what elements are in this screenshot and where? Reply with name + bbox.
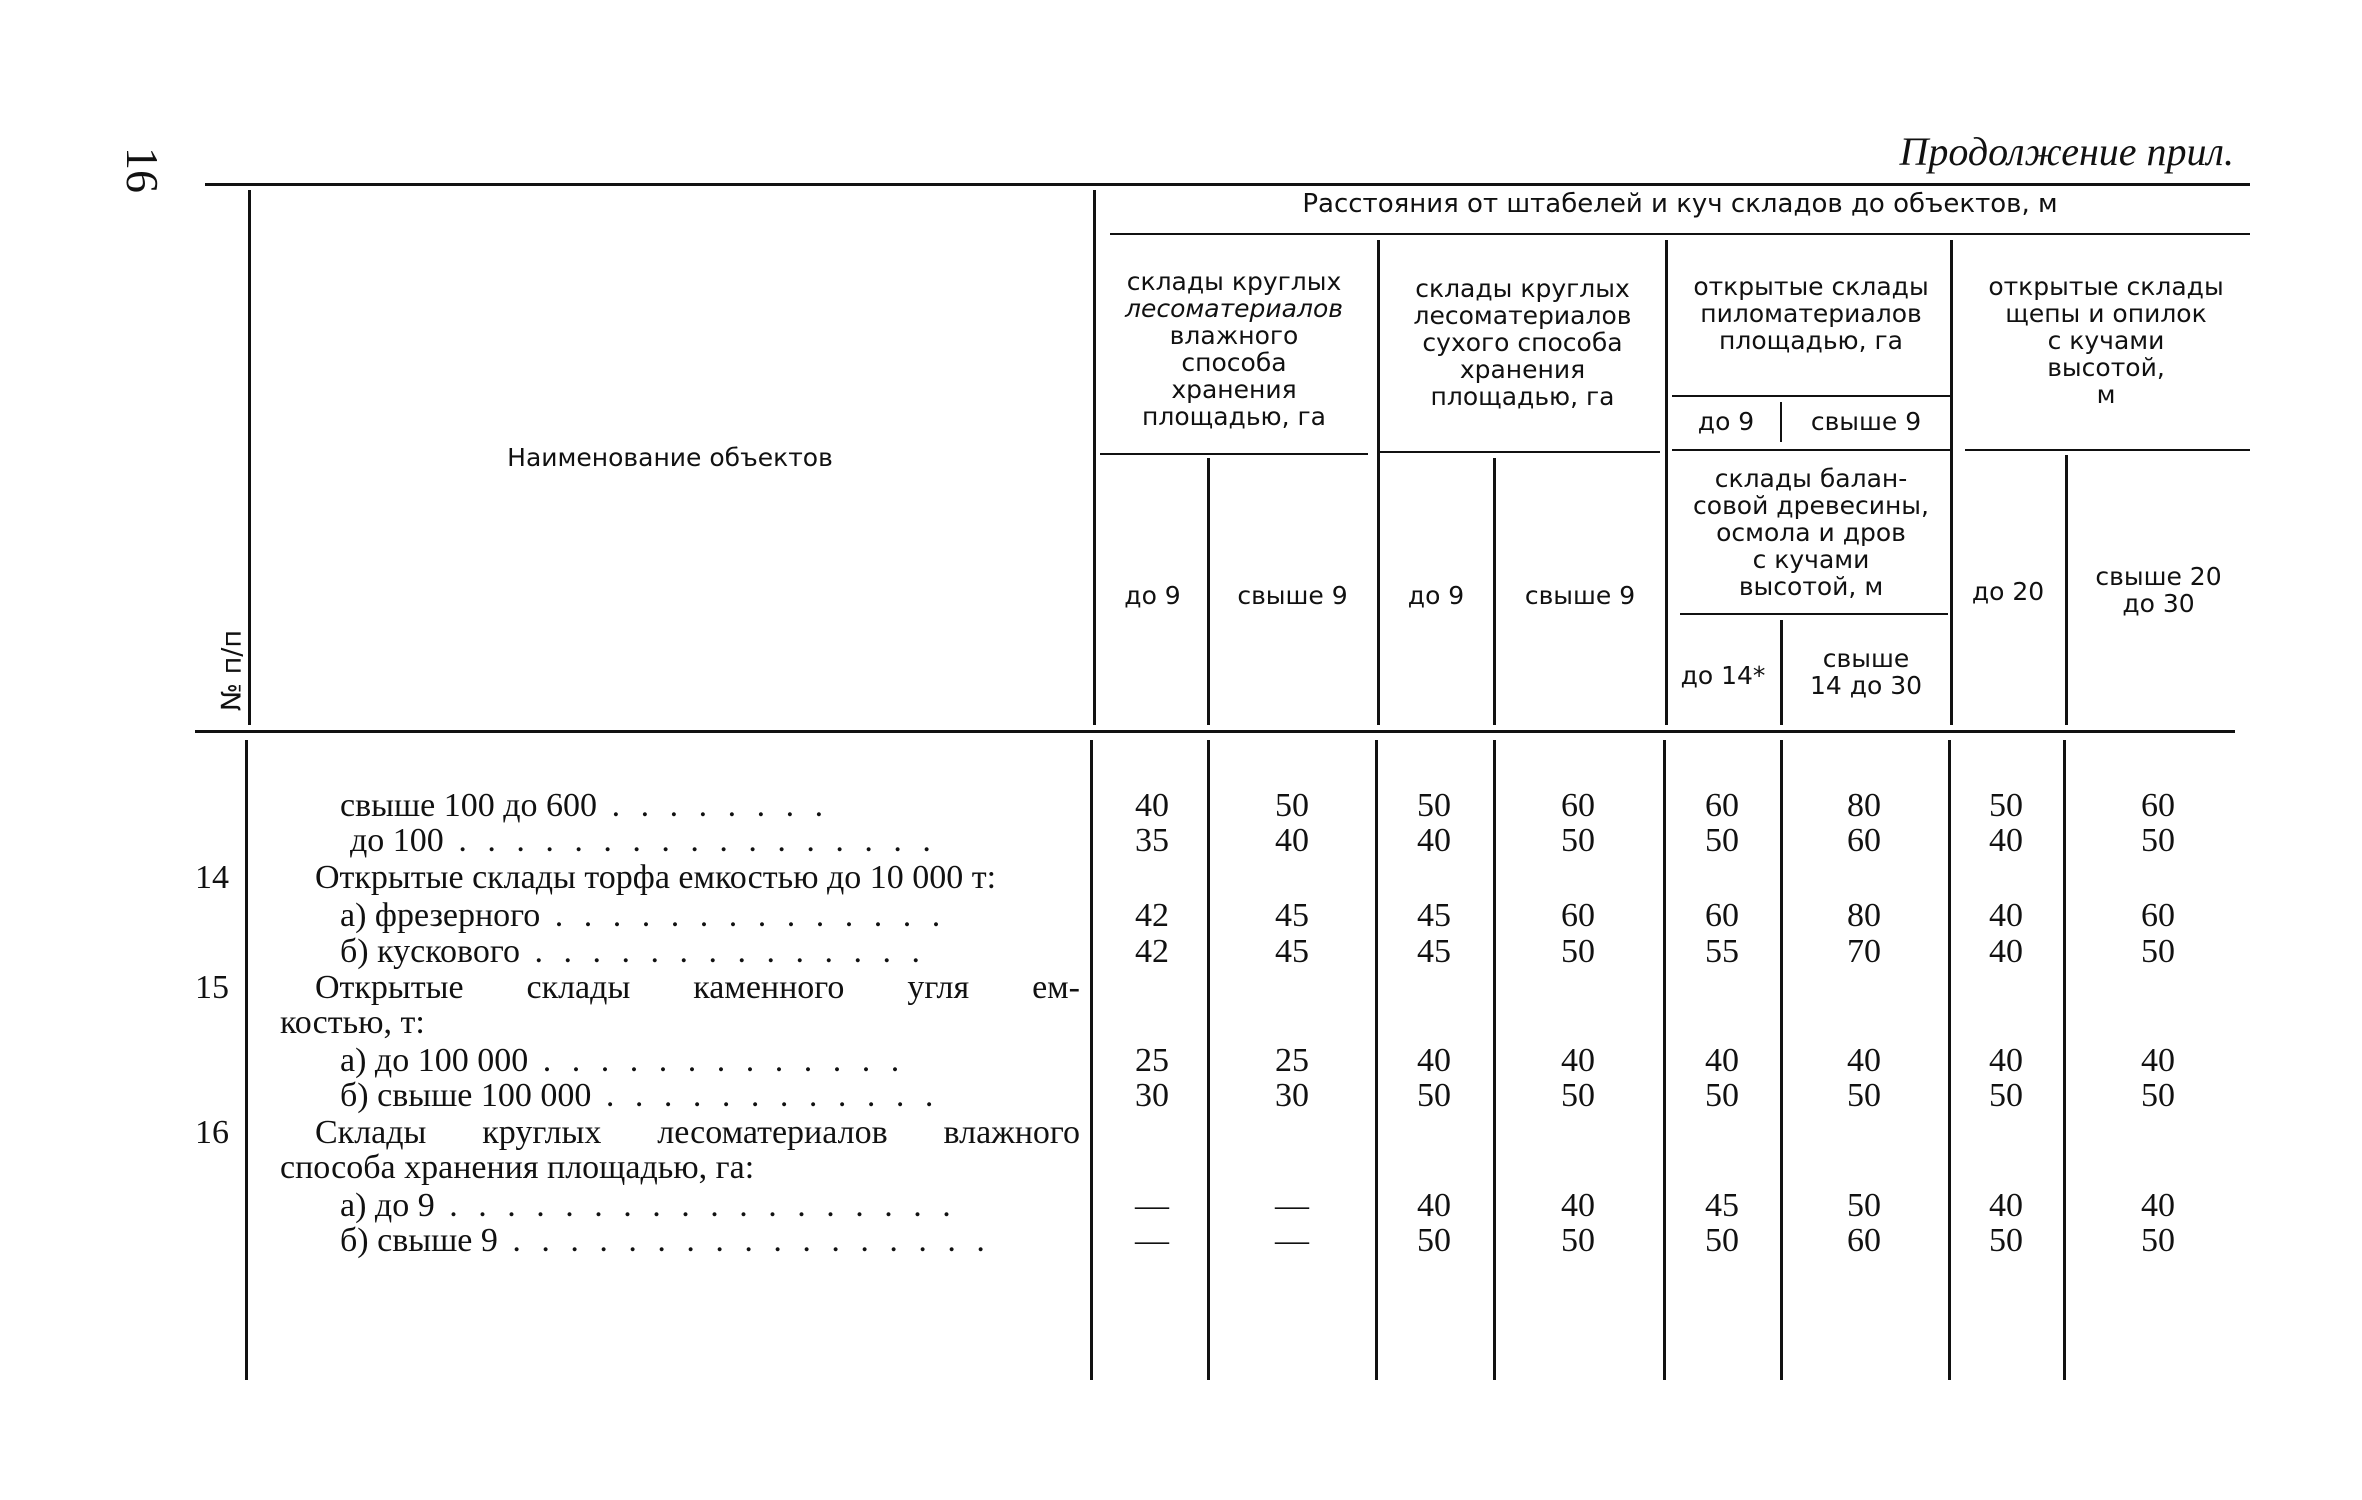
row-name	[340, 1223, 1080, 1259]
header-bal-a: до 14*	[1680, 661, 1766, 690]
row-name-text: б) свыше 9	[340, 1223, 498, 1259]
header-col-name: Наименование объектов	[507, 443, 833, 472]
table-cell: 45	[1417, 897, 1451, 934]
vline-dry-mid	[1493, 458, 1496, 725]
row-name-text: а) до 100 000	[340, 1043, 529, 1079]
vline-body-name	[1090, 740, 1093, 1380]
table-cell: 42	[1135, 933, 1169, 970]
table-cell: 80	[1847, 787, 1881, 824]
vline-lumber-chips	[1950, 240, 1953, 725]
table-cell: 60	[1705, 897, 1739, 934]
row-name	[315, 1115, 1080, 1151]
table-cell: 60	[1847, 1222, 1881, 1259]
header-lumber-sub-b: свыше 9	[1810, 407, 1922, 436]
table-cell: 25	[1275, 1042, 1309, 1079]
table-cell: 55	[1705, 933, 1739, 970]
leader-dots: . . . . . . . . . . . . . .	[519, 934, 926, 970]
table-cell: 30	[1275, 1077, 1309, 1114]
header-wet-b: свыше 9	[1237, 581, 1348, 610]
table-cell: 40	[1989, 1042, 2023, 1079]
table-cell: 40	[2141, 1187, 2175, 1224]
table-cell: 50	[2141, 1077, 2175, 1114]
table-cell: 50	[1561, 1077, 1595, 1114]
leader-dots: . . . . . . . . . . . . . . . . .	[443, 823, 937, 859]
table-cell: 60	[2141, 787, 2175, 824]
row-name-text: способа хранения площадью, га:	[280, 1150, 755, 1186]
row-name-text: Открытые склады каменного угля ем-	[315, 970, 1080, 1006]
vline-body-3	[1493, 740, 1496, 1380]
continuation-title: Продолжение прил.	[1899, 129, 2234, 174]
table-cell: 50	[1989, 1077, 2023, 1114]
table-cell: 40	[1989, 933, 2023, 970]
table-cell: 50	[2141, 822, 2175, 859]
header-group-balance: склады балан- совой древесины, осмола и дров с кучами высотой, м	[1693, 464, 1929, 601]
header-dry-a: до 9	[1407, 581, 1465, 610]
row-name	[340, 1188, 1080, 1224]
table-cell: —	[1275, 1187, 1309, 1224]
vline-body-num	[245, 740, 248, 1380]
group-rule-lumber-bottom	[1672, 449, 1950, 451]
row-name-text: Склады круглых лесоматериалов влажного	[315, 1115, 1080, 1151]
table-cell: 60	[1705, 787, 1739, 824]
table-cell: 50	[1705, 1222, 1739, 1259]
table-cell: 45	[1275, 897, 1309, 934]
header-group-chips: открытые склады щепы и опилок с кучами высотой, м	[1988, 272, 2224, 409]
table-cell: 40	[1417, 822, 1451, 859]
table-cell: 40	[1135, 787, 1169, 824]
table-cell: 50	[1561, 933, 1595, 970]
row-name	[280, 1150, 1080, 1186]
leader-dots: . . . . . . . . . . . .	[591, 1078, 940, 1114]
table-cell: 25	[1135, 1042, 1169, 1079]
row-name-text: а) до 9	[340, 1188, 435, 1224]
leader-dots: . . . . . . . . . . . . . .	[540, 898, 947, 934]
table-cell: 60	[1847, 822, 1881, 859]
table-cell: 50	[1417, 1222, 1451, 1259]
group-rule-chips	[1965, 449, 2250, 451]
leader-dots: . . . . . . . . . . . . .	[528, 1043, 906, 1079]
row-name	[340, 934, 1080, 970]
group-rule-dry	[1380, 451, 1660, 453]
header-dry-b: свыше 9	[1524, 581, 1636, 610]
table-cell: 80	[1847, 897, 1881, 934]
vline-bal-mid	[1780, 620, 1783, 725]
row-name-text: костью, т:	[280, 1005, 425, 1041]
page-number: 16	[117, 147, 168, 193]
table-cell: 40	[1561, 1042, 1595, 1079]
header-col-num: № п/п	[216, 629, 248, 712]
row-name-text: б) свыше 100 000	[340, 1078, 592, 1114]
table-cell: 60	[1561, 897, 1595, 934]
table-cell: 45	[1275, 933, 1309, 970]
table-cell: 50	[1417, 787, 1451, 824]
table-cell: 50	[1847, 1187, 1881, 1224]
vline-body-5	[1780, 740, 1783, 1380]
vline-body-4	[1663, 740, 1666, 1380]
table-cell: 45	[1417, 933, 1451, 970]
table-cell: 40	[1989, 897, 2023, 934]
vline-body-6	[1948, 740, 1951, 1380]
row-name	[340, 898, 1080, 934]
table-cell: 60	[2141, 897, 2175, 934]
table-cell: 40	[1989, 1187, 2023, 1224]
row-name	[315, 860, 1080, 896]
table-cell: 40	[1417, 1042, 1451, 1079]
table-cell: 40	[1989, 822, 2023, 859]
table-cell: 35	[1135, 822, 1169, 859]
vline-body-2	[1375, 740, 1378, 1380]
group-rule-wet	[1100, 453, 1368, 455]
header-lumber-sub-a: до 9	[1697, 407, 1755, 436]
header-bal-b: свыше 14 до 30	[1809, 644, 1923, 700]
table-cell: 40	[2141, 1042, 2175, 1079]
header-wet-a: до 9	[1124, 581, 1181, 610]
table-cell: 40	[1417, 1187, 1451, 1224]
row-name-text: до 100	[350, 823, 444, 859]
table-cell: 50	[1989, 787, 2023, 824]
table-cell: 30	[1135, 1077, 1169, 1114]
table-cell: 50	[1989, 1222, 2023, 1259]
row-number: 16	[195, 1114, 229, 1151]
row-number: 15	[195, 969, 229, 1006]
table-cell: 50	[2141, 1222, 2175, 1259]
table-cell: 40	[1275, 822, 1309, 859]
table-cell: 45	[1705, 1187, 1739, 1224]
table-cell: 50	[1561, 822, 1595, 859]
row-name	[340, 1078, 1080, 1114]
table-cell: 50	[1847, 1077, 1881, 1114]
vline-body-1	[1207, 740, 1210, 1380]
row-name-text: а) фрезерного	[340, 898, 541, 934]
table-cell: 50	[1561, 1222, 1595, 1259]
header-chip-b: свыше 20 до 30	[2095, 562, 2222, 618]
group-rule-balance	[1680, 613, 1948, 615]
header-group-round-dry: склады круглых лесоматериалов сухого способа хранения площадью, га	[1413, 274, 1632, 411]
header-group-lumber: открытые склады пиломатериалов площадью, га	[1693, 272, 1929, 355]
vline-dry-lumber	[1665, 240, 1668, 725]
row-name	[315, 970, 1080, 1006]
table-cell: 50	[1417, 1077, 1451, 1114]
header-group-round-wet: склады круглых лесоматериалов влажного способа хранения площадью, га	[1125, 267, 1343, 431]
table-cell: —	[1275, 1222, 1309, 1259]
table-cell: 40	[1705, 1042, 1739, 1079]
row-name	[340, 788, 1080, 824]
table-cell: 50	[2141, 933, 2175, 970]
row-name-text: Открытые склады торфа емкостью до 10 000 т:	[315, 860, 997, 896]
vline-num	[248, 190, 251, 725]
table-cell: 40	[1561, 1187, 1595, 1224]
header-chip-a: до 20	[1971, 577, 2045, 606]
table-cell: 42	[1135, 897, 1169, 934]
vline-wet-dry	[1377, 240, 1380, 725]
header-bottom-rule	[195, 730, 2235, 733]
top-rule	[205, 183, 2250, 186]
leader-dots: . . . . . . . .	[597, 788, 830, 824]
distances-rule	[1110, 233, 2250, 235]
table-cell: 60	[1561, 787, 1595, 824]
table-cell: —	[1135, 1222, 1169, 1259]
row-name-text: б) кускового	[340, 934, 520, 970]
table-cell: 70	[1847, 933, 1881, 970]
row-number: 14	[195, 859, 229, 896]
row-name-text: свыше 100 до 600	[340, 788, 598, 824]
row-name	[340, 1043, 1080, 1079]
leader-dots: . . . . . . . . . . . . . . . . .	[497, 1223, 991, 1259]
header-distances: Расстояния от штабелей и куч складов до объектов, м	[1302, 189, 2058, 219]
table-cell: 50	[1705, 1077, 1739, 1114]
row-name	[350, 823, 1080, 859]
group-rule-lumber	[1672, 395, 1950, 397]
table-cell: 40	[1847, 1042, 1881, 1079]
table-cell: —	[1135, 1187, 1169, 1224]
table-cell: 50	[1275, 787, 1309, 824]
table-cell: 50	[1705, 822, 1739, 859]
vline-name	[1093, 190, 1096, 725]
vline-body-7	[2063, 740, 2066, 1380]
row-name	[280, 1005, 1080, 1041]
leader-dots: . . . . . . . . . . . . . . . . . .	[434, 1188, 957, 1224]
